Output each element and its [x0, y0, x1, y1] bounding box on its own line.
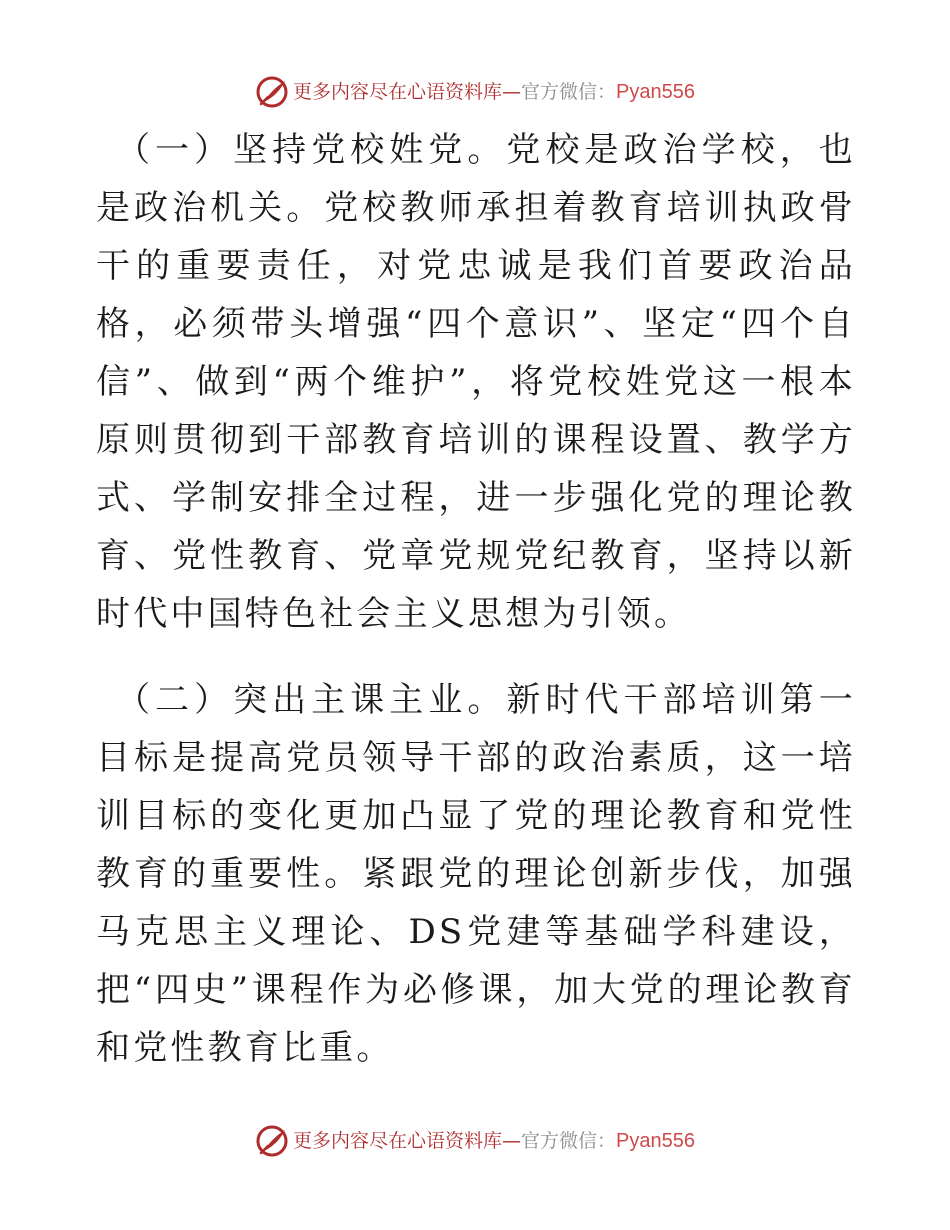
feather-pen-logo-icon: [255, 1124, 289, 1158]
watermark-wechat-label: 官方微信：: [521, 80, 617, 103]
document-body: [96, 121, 856, 1077]
watermark-dash: —: [502, 80, 522, 103]
paragraph-1: （一）坚持党校姓党。党校是政治学校，也是政治机关。党校教师承担着教育培训执政骨干的重要责任，对党忠诚是我们首要政治品格，必须带头增强“四个意识”、坚定“四个自信”、做到“两个维护”，将党校姓党这一根本原则贯彻到干部教育培训的课程设置、教学方式、学制安排全过程，进一步强化党的理论教育、党性教育、党章党规党纪教育，坚持以新时代中国特色社会主义思想为引领。: [96, 130, 856, 634]
watermark-wechat-id: Pyan556: [616, 81, 695, 103]
watermark-text: 更多内容尽在心语资料库: [293, 1129, 503, 1152]
watermark-wechat-id: Pyan556: [616, 1130, 695, 1152]
footer-watermark: [0, 1121, 950, 1161]
paragraph-2: （二）突出主课主业。新时代干部培训第一目标是提高党员领导干部的政治素质，这一培训目标的变化更加凸显了党的理论教育和党性教育的重要性。紧跟党的理论创新步伐，加强马克思主义理论、DS党建等基础学科建设，把“四史”课程作为必修课，加大党的理论教育和党性教育比重。: [96, 680, 856, 1068]
header-watermark: [0, 72, 950, 112]
watermark-dash: —: [502, 1129, 522, 1152]
watermark-text: 更多内容尽在心语资料库: [293, 80, 503, 103]
watermark-wechat-label: 官方微信：: [521, 1129, 617, 1152]
feather-pen-logo-icon: [255, 75, 289, 109]
